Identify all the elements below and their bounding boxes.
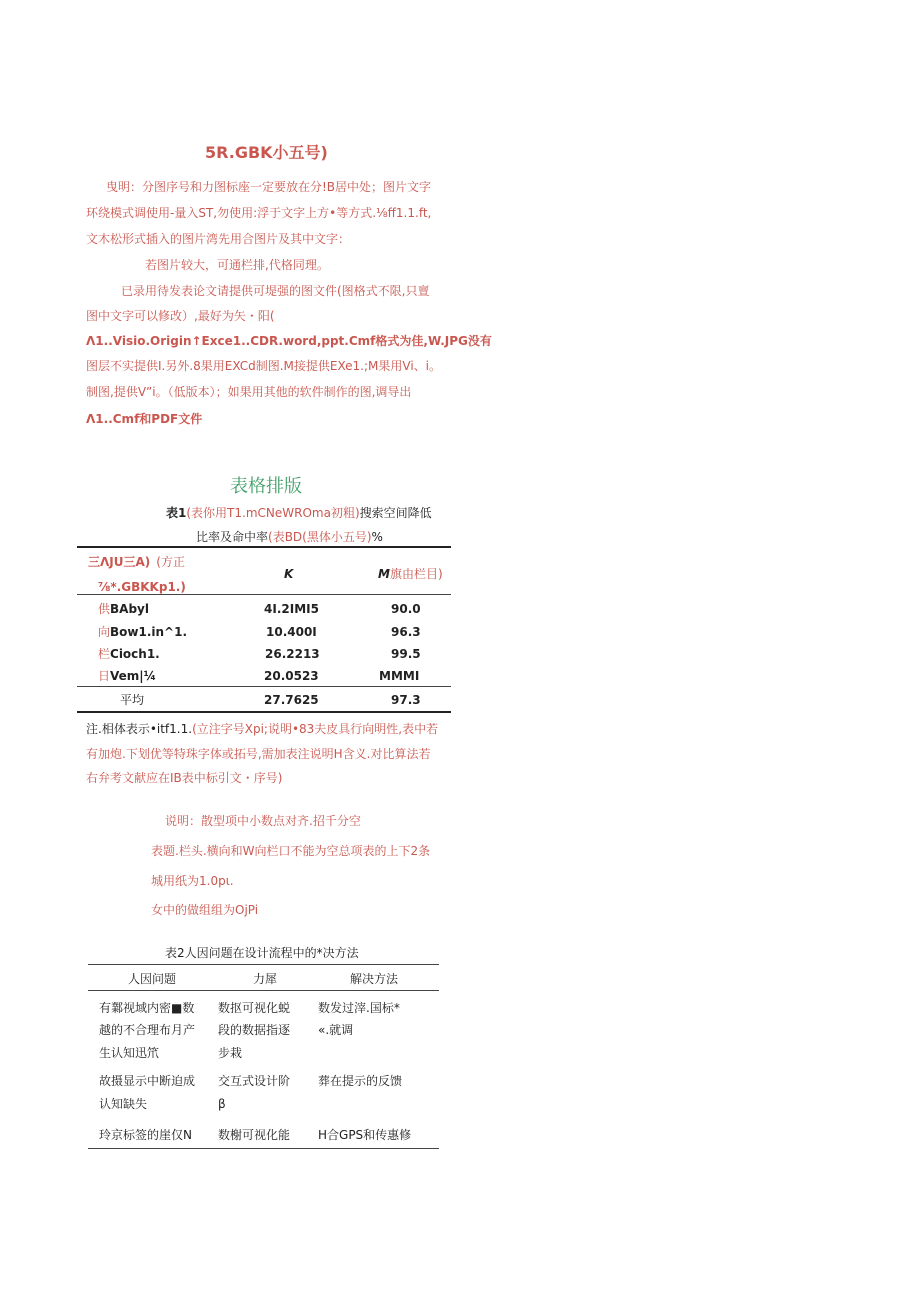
instruction-line: 城用纸为1.0pι. bbox=[151, 874, 234, 888]
table2-header-col2: 力犀 bbox=[253, 972, 278, 986]
note-line: 曳明：分图序号和力图标座一定要放在分!B居中处；图片文字 bbox=[106, 180, 432, 194]
table-row-4-k: 20.0523 bbox=[264, 669, 319, 683]
note-line: 图层不实提供I.另外.8果用EXCd制图.M接提供EXe1.;M果用Vi、i。 bbox=[86, 359, 442, 373]
table-row-3-k: 26.2213 bbox=[265, 647, 320, 661]
table2-row3-c3: H合GPS和传惠修 bbox=[318, 1128, 412, 1142]
table-row-3-name: 栏Cioch1. bbox=[98, 647, 160, 661]
note-line: 环绕模式调使用-量入ST,勿使用:浮于文字上方•等方式.⅛ff1.1.ft, bbox=[86, 206, 432, 220]
note-line: 已录用待发表论文请提供可堤强的图文件(图格式不限,只亶 bbox=[121, 284, 430, 298]
instruction-line: 女中的做组组为OjPi bbox=[151, 903, 259, 917]
table1-caption-label: 表1 bbox=[166, 506, 187, 520]
table2-row1-c3: 数发过滓.国标* bbox=[318, 1001, 400, 1015]
table1-caption-title: 搜索空间降低 bbox=[359, 506, 432, 520]
table1-caption-line1 bbox=[166, 505, 432, 521]
note-line: Λ1..Cmf和PDF文件 bbox=[86, 412, 203, 426]
table-row-2-name: 向Bow1.in^1. bbox=[98, 625, 188, 639]
table2-row1-c2: 数抠可视化蜕 bbox=[218, 1001, 291, 1015]
figure-caption: 5R.GBK小五号) bbox=[205, 143, 328, 162]
table2-row2-c2: 交互式设计阶 bbox=[218, 1074, 291, 1088]
table2-header-col1: 人因问题 bbox=[128, 972, 177, 986]
table-row-3-m: 99.5 bbox=[391, 647, 421, 661]
table2-row3-c1: 玲京标签的崖仅N bbox=[99, 1128, 192, 1142]
table2-row1-c1: 越的不合理布月产 bbox=[99, 1023, 196, 1037]
instruction-line: 表题.栏头.横向和W向栏口不能为空总项表的上下2条 bbox=[151, 844, 431, 858]
table1-avg-rule bbox=[77, 686, 451, 687]
table1-avg-label: 平均 bbox=[120, 693, 145, 707]
table2-top-rule bbox=[88, 964, 439, 965]
note-line: 图中文字可以修改）,最好为矢・阳( bbox=[86, 309, 275, 323]
table2-row2-c1: 故摄显示中断迫成 bbox=[99, 1074, 196, 1088]
table-row-4-name: 日Vem|¼ bbox=[98, 669, 157, 683]
table2-row1-c2: 段的数据指逐 bbox=[218, 1023, 291, 1037]
table1-bottom-rule bbox=[77, 711, 451, 713]
note-line: 若图片较大，可通栏排,代格同理。 bbox=[145, 258, 329, 272]
note-line: Λ1..Visio.Origin↑Exce1..CDR.word,ppt.Cmf格式为佳,W.JPG没有 bbox=[86, 334, 492, 348]
table2-header-rule bbox=[88, 990, 439, 991]
table1-avg-m: 97.3 bbox=[391, 693, 421, 707]
table1-avg-k: 27.7625 bbox=[264, 693, 319, 707]
table2-header-col3: 解决方法 bbox=[350, 972, 399, 986]
table-row-2-k: 10.400I bbox=[266, 625, 317, 639]
table1-header-col2: K bbox=[284, 567, 294, 581]
table-row-1-m: 90.0 bbox=[391, 602, 421, 616]
table-row-4-m: MMMI bbox=[379, 669, 420, 683]
table1-header-col1-line2: ⅞*.GBKKp1.) bbox=[98, 580, 186, 594]
table2-row3-c2: 数榭可视化能 bbox=[218, 1128, 291, 1142]
note-line: 制图,提供V”i。（低版本）；如果用其他的软件制作的图,调导出 bbox=[86, 385, 412, 399]
table1-header-col3: M旗由栏目) bbox=[378, 567, 443, 581]
table1-header-rule bbox=[77, 594, 451, 595]
table1-caption-line2 bbox=[196, 529, 383, 545]
table-row-1-name: 供BAbyl bbox=[98, 602, 149, 616]
table1-note-line: 右弁考文献应在IB表中标引文・序号) bbox=[86, 771, 283, 785]
table2-row1-c1: 有鄴视域内密■数 bbox=[99, 1001, 195, 1015]
section-title: 表格排版 bbox=[230, 476, 302, 497]
table1-header-col1: 三ΛJU三A) (方正 bbox=[88, 555, 185, 569]
table1-caption-percent: % bbox=[371, 530, 383, 544]
table1-note-line: 有加炮.下划优等特珠字体或拓号,需加表注说明H含义.对比算法若 bbox=[86, 747, 431, 761]
note-line: 文木松形式插入的图片湾先用合图片及其中文字： bbox=[86, 232, 351, 246]
table2-row2-c3: 葬在提示的反馈 bbox=[318, 1074, 403, 1088]
table-row-1-k: 4I.2IMI5 bbox=[264, 602, 319, 616]
table1-caption-font-note2: (表BD(黑体小五号) bbox=[268, 530, 372, 544]
table2-caption: 表2人因问题在设计流程中的*决方法 bbox=[165, 946, 359, 960]
instruction-line: 说明：散型项中小数点对齐.招千分空 bbox=[165, 814, 361, 828]
table-row-2-m: 96.3 bbox=[391, 625, 421, 639]
table1-caption-title2: 比率及命中率 bbox=[196, 530, 269, 544]
table2-row1-c1: 生认知迅笊 bbox=[99, 1046, 160, 1060]
table1-note: 注.相体表示•itf1.1.(立注字号Xpi;说明•83夫皮具行向明性,表中若 bbox=[86, 722, 439, 736]
table2-bottom-rule bbox=[88, 1148, 439, 1149]
table2-row1-c2: 步栽 bbox=[218, 1046, 243, 1060]
table2-row1-c3: «.就调 bbox=[318, 1023, 354, 1037]
table1-caption-font-note: (表你用T1.mCNeWROma初粗) bbox=[186, 506, 360, 520]
table2-row2-c1: 认知缺失 bbox=[99, 1097, 148, 1111]
table2-row2-c2: β bbox=[218, 1097, 226, 1111]
table1-top-rule bbox=[77, 546, 451, 548]
